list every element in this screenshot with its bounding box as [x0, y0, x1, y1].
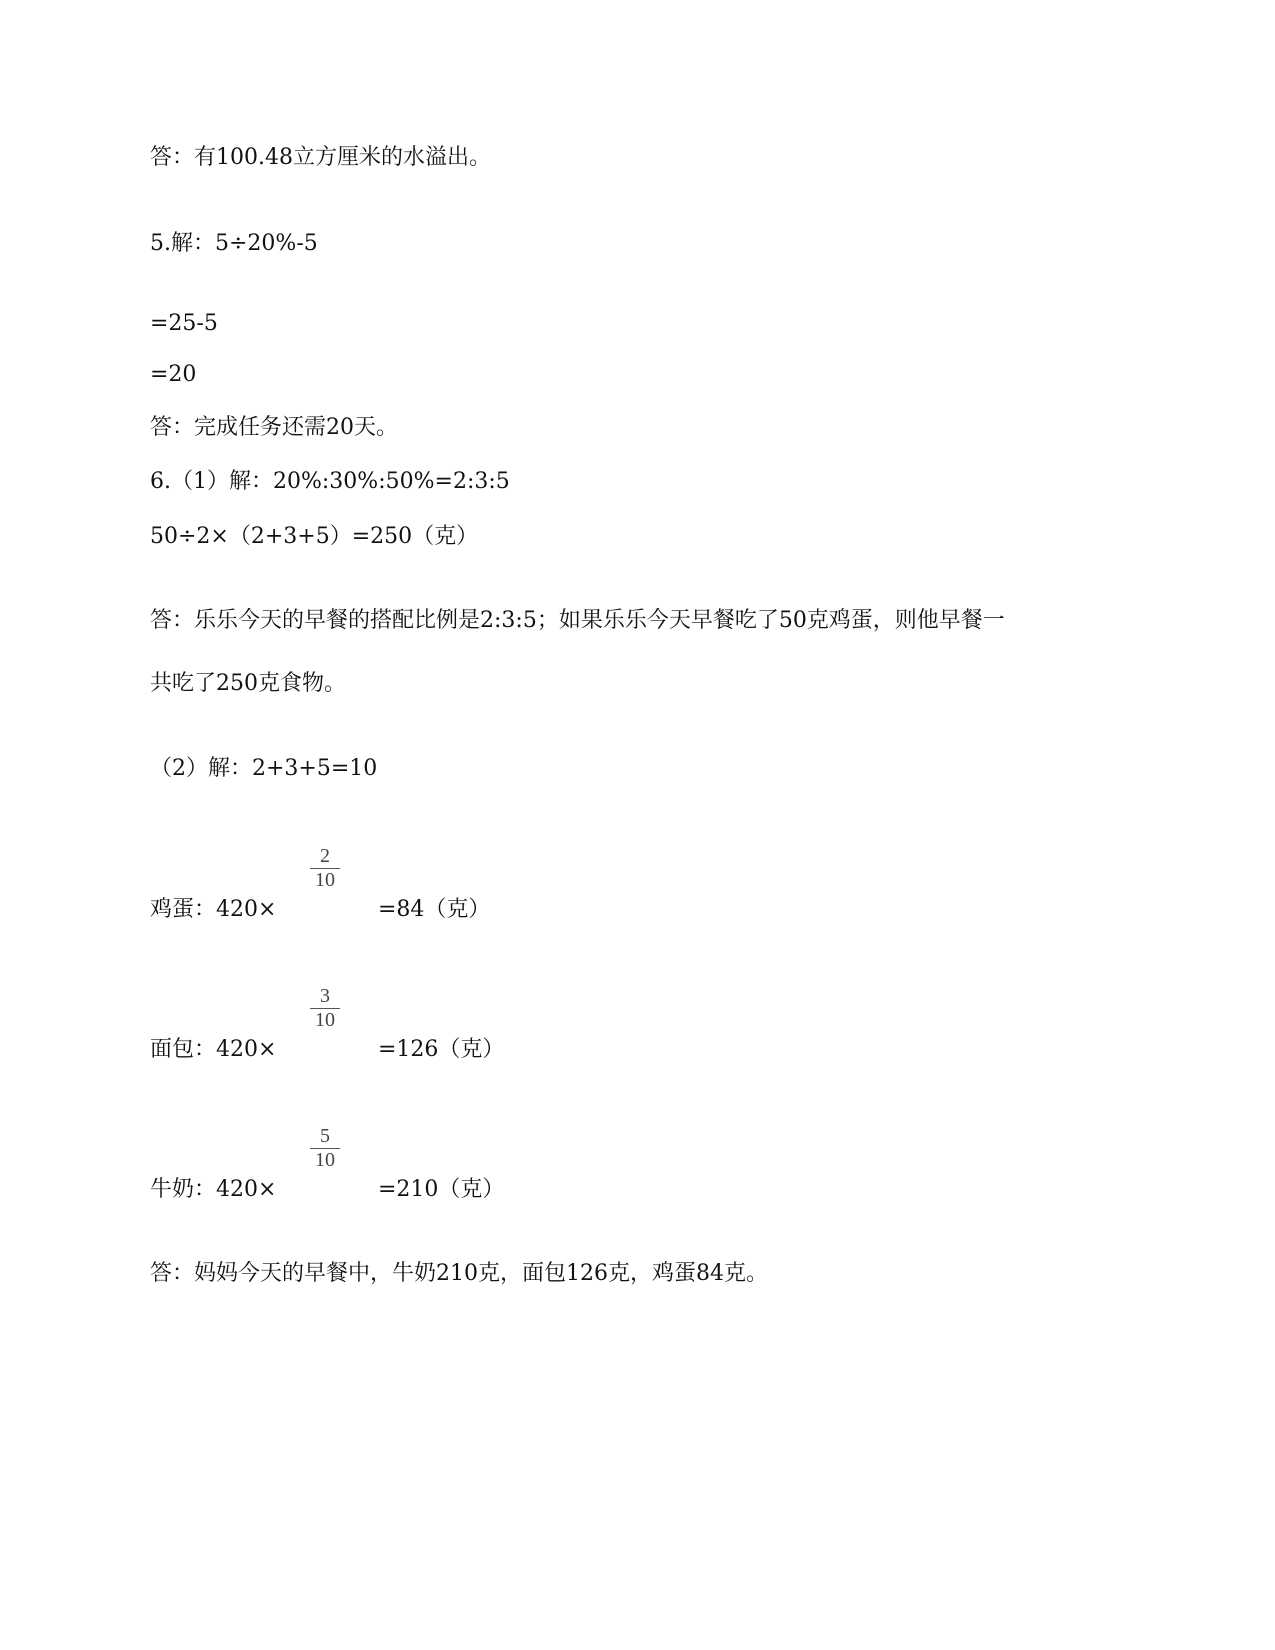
problem-6-part-2-solution: （2）解：2+3+5=10	[150, 756, 378, 781]
problem-5-step-2: =20	[150, 362, 197, 387]
problem-6-part-1-solution: 6.（1）解：20%:30%:50%=2:3:5	[150, 469, 510, 494]
equation-bread-result: =126（克）	[378, 1037, 505, 1062]
fraction-numerator: 2	[310, 845, 340, 869]
fraction-numerator: 5	[310, 1125, 340, 1149]
problem-5-step-1: =25-5	[150, 311, 218, 336]
equation-milk-result: =210（克）	[378, 1177, 505, 1202]
fraction-bread	[310, 985, 340, 1031]
problem-5-solution: 5.解：5÷20%-5	[150, 231, 318, 256]
problem-5-answer: 答：完成任务还需20天。	[150, 415, 398, 440]
final-answer: 答：妈妈今天的早餐中，牛奶210克，面包126克，鸡蛋84克。	[150, 1261, 768, 1286]
fraction-denominator: 10	[315, 1009, 335, 1031]
problem-6-part-1-answer-line-2: 共吃了250克食物。	[150, 671, 346, 696]
equation-bread	[150, 985, 650, 1065]
fraction-denominator: 10	[315, 869, 335, 891]
equation-eggs-left: 鸡蛋：420×	[150, 897, 277, 922]
answer-water-overflow: 答：有100.48立方厘米的水溢出。	[150, 145, 491, 170]
equation-bread-left: 面包：420×	[150, 1037, 277, 1062]
equation-eggs	[150, 845, 650, 925]
problem-6-part-1-step: 50÷2×（2+3+5）=250（克）	[150, 524, 479, 549]
fraction-numerator: 3	[310, 985, 340, 1009]
equation-eggs-result: =84（克）	[378, 897, 491, 922]
problem-6-part-1-answer-line-1: 答：乐乐今天的早餐的搭配比例是2:3:5；如果乐乐今天早餐吃了50克鸡蛋，则他早餐一	[150, 608, 1005, 633]
fraction-denominator: 10	[315, 1149, 335, 1171]
fraction-milk	[310, 1125, 340, 1171]
equation-milk	[150, 1125, 650, 1205]
equation-milk-left: 牛奶：420×	[150, 1177, 277, 1202]
fraction-eggs	[310, 845, 340, 891]
